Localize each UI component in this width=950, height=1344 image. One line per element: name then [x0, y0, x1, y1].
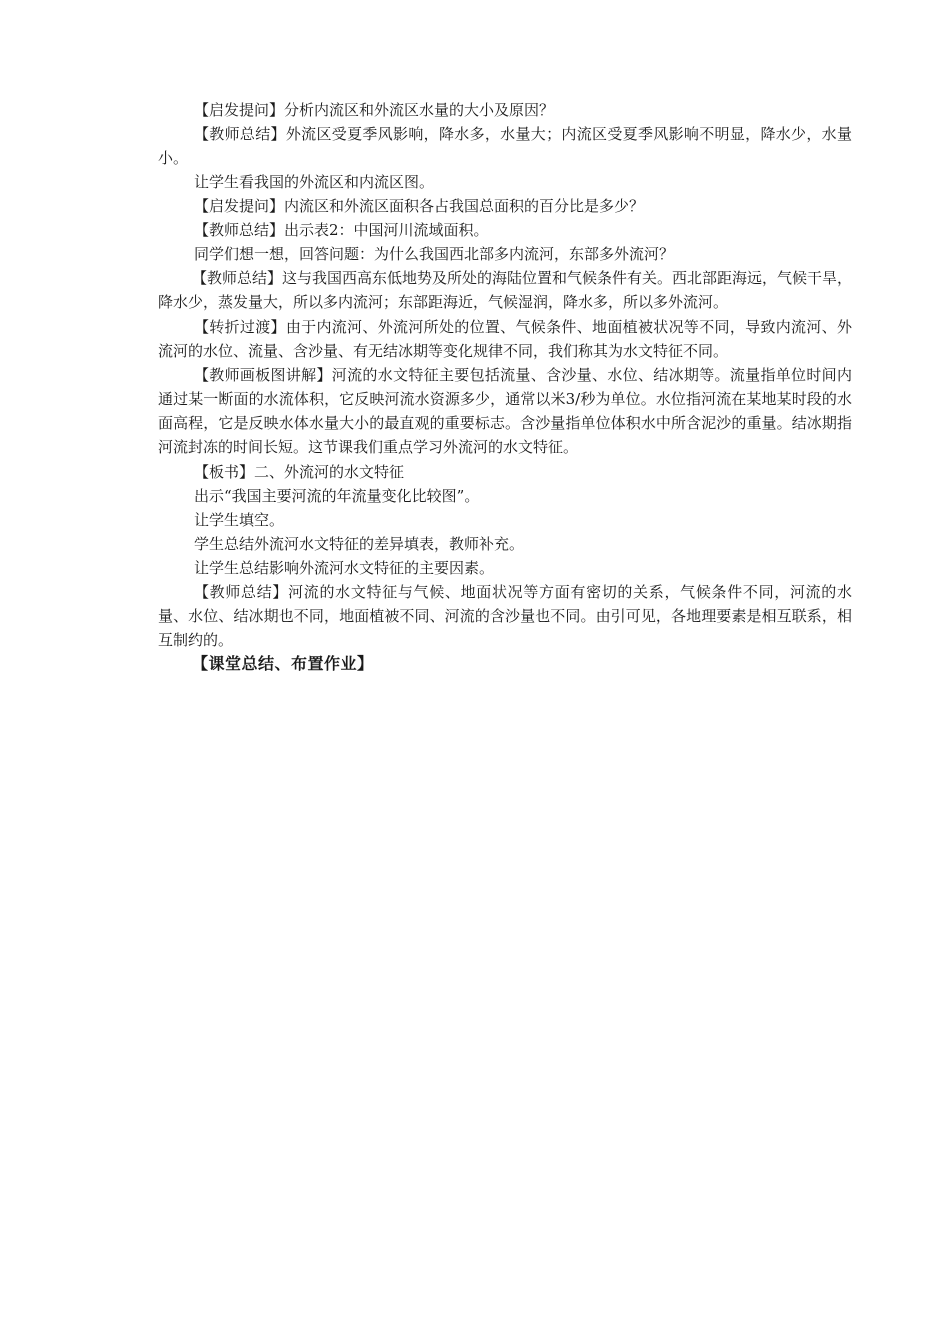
- paragraph-prompt-2: 【启发提问】内流区和外流区面积各占我国总面积的百分比是多少？: [194, 197, 645, 215]
- paragraph-instruction-1: 让学生看我国的外流区和内流区图。: [194, 173, 435, 191]
- paragraph-show-chart: 出示“我国主要河流的年流量变化比较图”。: [194, 487, 480, 505]
- paragraph-class-summary: 【课堂总结、布置作业】: [192, 654, 374, 673]
- paragraph-transition: 【转折过渡】由于内流河、外流河所处的位置、气候条件、地面植被状况等不同，导致内流河、外流河的水位、流量、含沙量、有无结冰期等变化规律不同，我们称其为水文特征不同。: [158, 318, 852, 360]
- paragraph-factors: 让学生总结影响外流河水文特征的主要因素。: [194, 559, 495, 577]
- paragraph-fill-blank: 让学生填空。: [194, 511, 285, 529]
- paragraph-question: 同学们想一想，回答问题：为什么我国西北部多内流河，东部多外流河？: [194, 245, 675, 263]
- paragraph-summary-1: 【教师总结】外流区受夏季风影响，降水多，水量大；内流区受夏季风影响不明显，降水少，水量小。: [158, 125, 852, 167]
- paragraph-summary-2: 【教师总结】出示表2：中国河川流域面积。: [194, 221, 489, 239]
- paragraph-summary-4: 【教师总结】河流的水文特征与气候、地面状况等方面有密切的关系，气候条件不同，河流的水量、水位、结冰期也不同，地面植被不同、河流的含沙量也不同。由引可见，各地理要素是相互联系，相互制约的。: [158, 583, 852, 649]
- paragraph-explanation: 【教师画板图讲解】河流的水文特征主要包括流量、含沙量、水位、结冰期等。流量指单位时间内通过某一断面的水流体积，它反映河流水资源多少，通常以米3/秒为单位。水位指河流在某地某时段的水面高程，它是反映水体水量大小的最直观的重要标志。含沙量指单位体积水中所含泥沙的重量。结冰期指河流封冻的时间长短。这节课我们重点学习外流河的水文特征。: [158, 366, 852, 456]
- paragraph-prompt-1: 【启发提问】分析内流区和外流区水量的大小及原因？: [194, 101, 555, 119]
- document-page: [158, 98, 852, 676]
- paragraph-fill-table: 学生总结外流河水文特征的差异填表，教师补充。: [194, 535, 525, 553]
- paragraph-board-heading: 【板书】二、外流河的水文特征: [194, 463, 405, 481]
- paragraph-summary-3: 【教师总结】这与我国西高东低地势及所处的海陆位置和气候条件有关。西北部距海远，气候干旱，降水少，蒸发量大，所以多内流河；东部距海近，气候湿润，降水多，所以多外流河。: [158, 269, 853, 311]
